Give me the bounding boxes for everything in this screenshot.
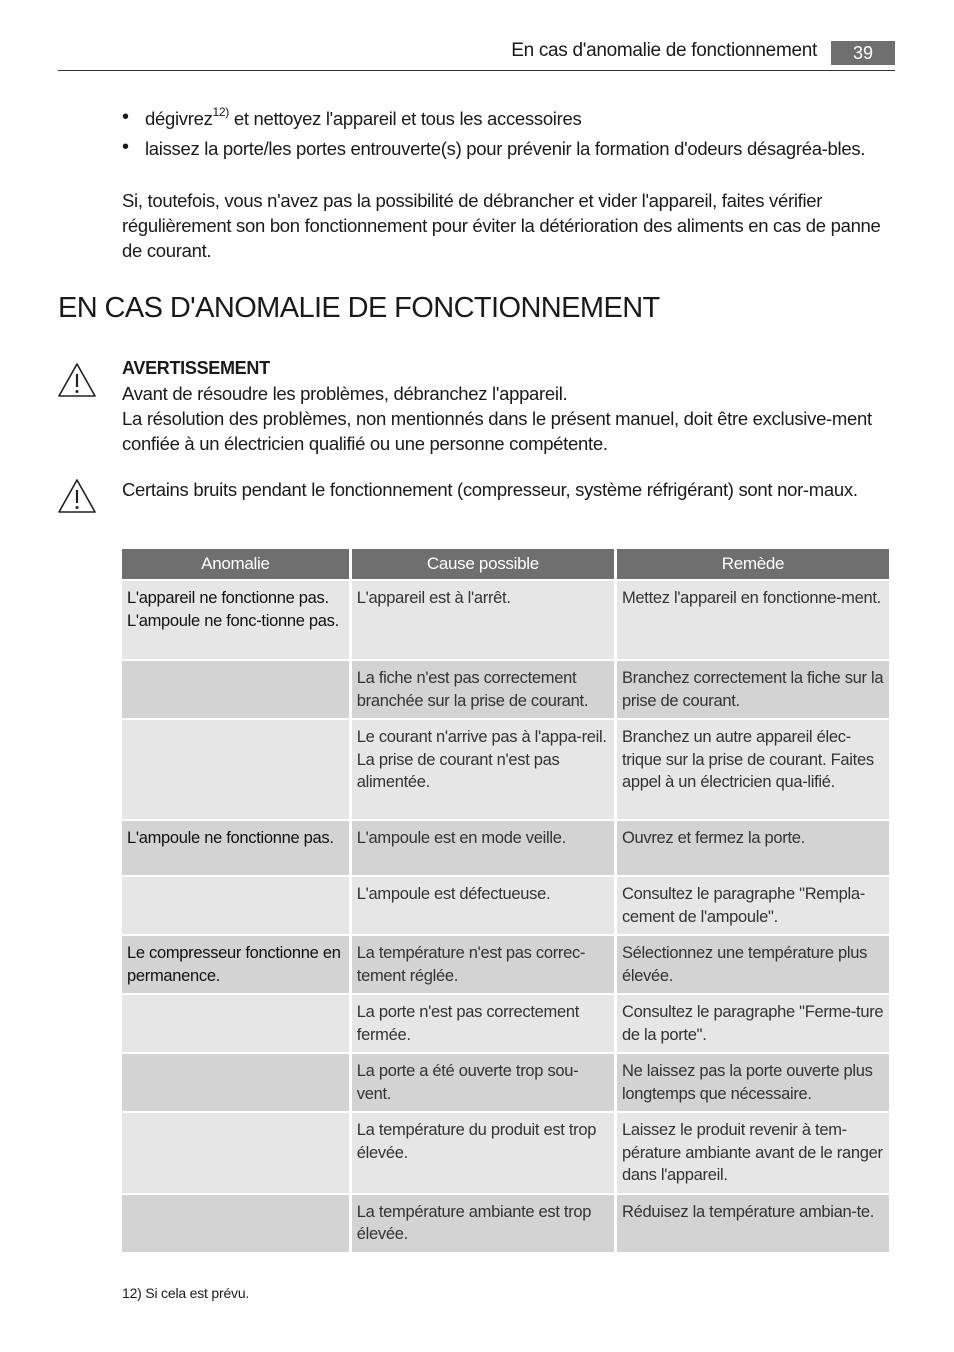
cause-cell: La température du produit est trop élevée.: [352, 1113, 614, 1193]
remedy-cell: Ouvrez et fermez la porte.: [617, 821, 889, 875]
remedy-cell: Branchez correctement la fiche sur la prise de courant.: [617, 661, 889, 718]
page-header: [58, 38, 895, 71]
table-row: [122, 821, 889, 875]
table-row: [122, 877, 889, 934]
intro-paragraph: Si, toutefois, vous n'avez pas la possibilité de débrancher et vider l'appareil, faites vérifier régulièrement son bon fonctionnement pour éviter la détérioration des aliments en cas de panne de courant.: [122, 190, 881, 261]
warning-block: [122, 356, 892, 456]
anomaly-cell: L'appareil ne fonctionne pas. L'ampoule ne fonc-tionne pas.: [122, 581, 349, 659]
bullet-item: [122, 136, 882, 161]
column-header: Anomalie: [122, 549, 349, 579]
warning-icon: [57, 362, 97, 398]
remedy-cell: Mettez l'appareil en fonctionne-ment.: [617, 581, 889, 659]
footnote-ref: 12): [212, 104, 229, 119]
table-row: [122, 995, 889, 1052]
footnote: 12) Si cela est prévu.: [122, 1285, 250, 1301]
table-row: [122, 1054, 889, 1111]
warning-icon: [57, 478, 97, 514]
table-row: [122, 936, 889, 993]
column-header: Remède: [617, 549, 889, 579]
warning-text: La résolution des problèmes, non mentionnés dans le présent manuel, doit être exclusive-ment confiée à un électricien qualifié ou une personne compétente.: [122, 408, 872, 454]
anomaly-cell: [122, 1113, 349, 1193]
header-title: En cas d'anomalie de fonctionnement: [511, 40, 817, 61]
bullet-list: [122, 106, 882, 166]
cause-cell: La température ambiante est trop élevée.: [352, 1195, 614, 1252]
bullet-text: laissez la porte/les portes entrouverte(s) pour prévenir la formation d'odeurs désagréa-bles.: [145, 138, 866, 159]
cause-cell: Le courant n'arrive pas à l'appa-reil. La prise de courant n'est pas alimentée.: [352, 720, 614, 819]
table-row: [122, 581, 889, 659]
bullet-text: dégivrez: [145, 108, 213, 129]
table-row: [122, 661, 889, 718]
noise-note: Certains bruits pendant le fonctionnement (compresseur, système réfrigérant) sont nor-maux.: [122, 479, 858, 500]
section-title: EN CAS D'ANOMALIE DE FONCTIONNEMENT: [58, 292, 660, 324]
remedy-cell: Consultez le paragraphe "Ferme-ture de la porte".: [617, 995, 889, 1052]
remedy-cell: Branchez un autre appareil élec-trique sur la prise de courant. Faites appel à un électricien qua-lifié.: [617, 720, 889, 819]
bullet-item: [122, 106, 882, 131]
remedy-cell: Ne laissez pas la porte ouverte plus longtemps que nécessaire.: [617, 1054, 889, 1111]
cause-cell: La porte a été ouverte trop sou-vent.: [352, 1054, 614, 1111]
anomaly-cell: [122, 1054, 349, 1111]
bullet-text: et nettoyez l'appareil et tous les accessoires: [228, 108, 582, 129]
cause-cell: L'appareil est à l'arrêt.: [352, 581, 614, 659]
table-row: [122, 1113, 889, 1193]
anomaly-cell: Le compresseur fonctionne en permanence.: [122, 936, 349, 993]
cause-cell: La fiche n'est pas correctement branchée sur la prise de courant.: [352, 661, 614, 718]
cause-cell: L'ampoule est en mode veille.: [352, 821, 614, 875]
cause-cell: La porte n'est pas correctement fermée.: [352, 995, 614, 1052]
warning-label: AVERTISSEMENT: [122, 358, 270, 378]
anomaly-cell: [122, 1195, 349, 1252]
cause-cell: La température n'est pas correc-tement réglée.: [352, 936, 614, 993]
page-number: 39: [831, 41, 895, 65]
anomaly-cell: [122, 661, 349, 718]
table-header-row: [122, 549, 889, 579]
remedy-cell: Laissez le produit revenir à tem-pérature ambiante avant de le ranger dans l'appareil.: [617, 1113, 889, 1193]
troubleshooting-table: [119, 547, 892, 1254]
remedy-cell: Sélectionnez une température plus élevée.: [617, 936, 889, 993]
column-header: Cause possible: [352, 549, 614, 579]
table-row: [122, 720, 889, 819]
anomaly-cell: [122, 995, 349, 1052]
anomaly-cell: [122, 877, 349, 934]
warning-text: Avant de résoudre les problèmes, débranchez l'appareil.: [122, 383, 568, 404]
anomaly-cell: [122, 720, 349, 819]
remedy-cell: Réduisez la température ambian-te.: [617, 1195, 889, 1252]
remedy-cell: Consultez le paragraphe "Rempla-cement de l'ampoule".: [617, 877, 889, 934]
cause-cell: L'ampoule est défectueuse.: [352, 877, 614, 934]
table-row: [122, 1195, 889, 1252]
anomaly-cell: L'ampoule ne fonctionne pas.: [122, 821, 349, 875]
